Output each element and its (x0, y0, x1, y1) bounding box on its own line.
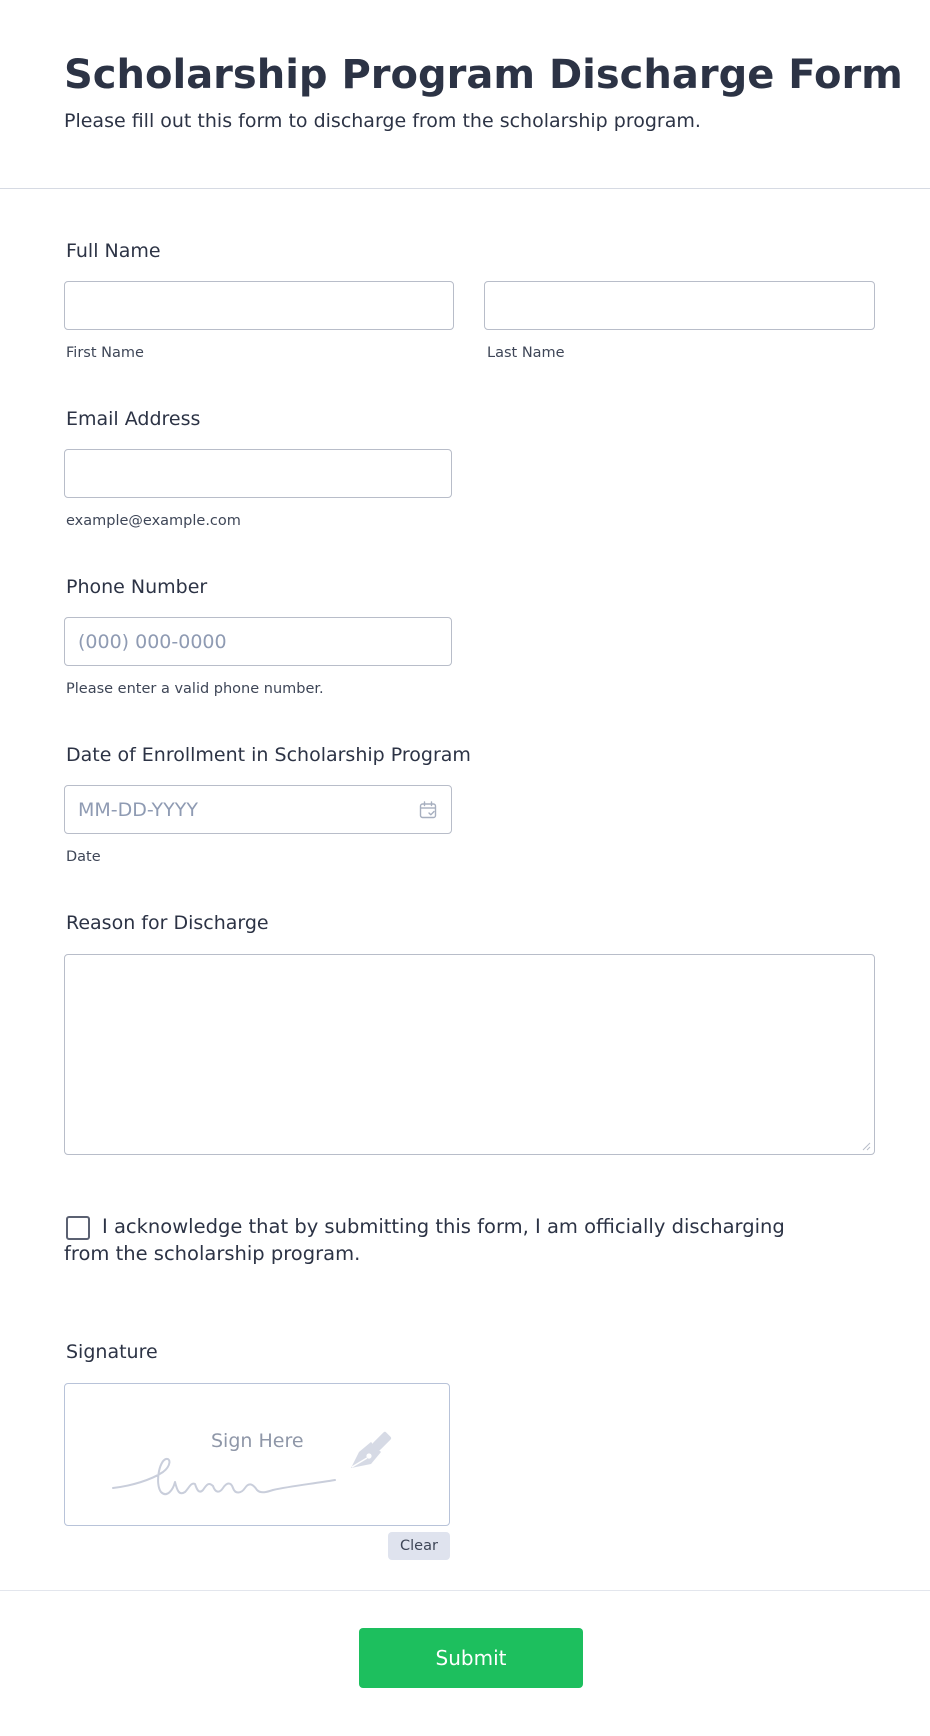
calendar-icon[interactable] (418, 800, 438, 820)
date-placeholder: MM-DD-YYYY (78, 798, 198, 821)
email-label: Email Address (66, 408, 201, 430)
acknowledge-text-line2: from the scholarship program. (64, 1242, 361, 1265)
enrollment-date-input[interactable] (64, 785, 452, 834)
reason-textarea[interactable] (64, 954, 875, 1155)
acknowledge-checkbox[interactable] (66, 1216, 90, 1240)
first-name-sublabel: First Name (66, 345, 144, 361)
clear-signature-button[interactable]: Clear (388, 1532, 450, 1560)
footer-divider (0, 1590, 930, 1591)
sign-here-hint: Sign Here (211, 1430, 304, 1452)
form-header (0, 0, 930, 189)
page-subtitle: Please fill out this form to discharge from the scholarship program. (64, 110, 701, 132)
first-name-input[interactable] (64, 281, 454, 330)
pen-nib-icon (349, 1428, 397, 1472)
email-field[interactable] (64, 449, 452, 498)
reason-label: Reason for Discharge (66, 912, 269, 934)
last-name-sublabel: Last Name (487, 345, 565, 361)
enrollment-date-label: Date of Enrollment in Scholarship Program (66, 744, 471, 766)
phone-placeholder: (000) 000-0000 (78, 630, 227, 653)
email-sublabel: example@example.com (66, 513, 241, 529)
last-name-input[interactable] (484, 281, 875, 330)
page-title: Scholarship Program Discharge Form (64, 52, 903, 98)
phone-input[interactable] (64, 617, 452, 666)
phone-sublabel: Please enter a valid phone number. (66, 681, 324, 697)
date-sublabel: Date (66, 849, 101, 865)
resize-handle-icon[interactable] (861, 1141, 871, 1151)
signature-label: Signature (66, 1341, 158, 1363)
acknowledge-text-line1: I acknowledge that by submitting this form, I am officially discharging (102, 1215, 785, 1238)
signature-scribble-icon (111, 1454, 351, 1500)
submit-button[interactable]: Submit (359, 1628, 583, 1688)
phone-label: Phone Number (66, 576, 208, 598)
signature-pad[interactable] (64, 1383, 450, 1526)
full-name-label: Full Name (66, 240, 161, 262)
